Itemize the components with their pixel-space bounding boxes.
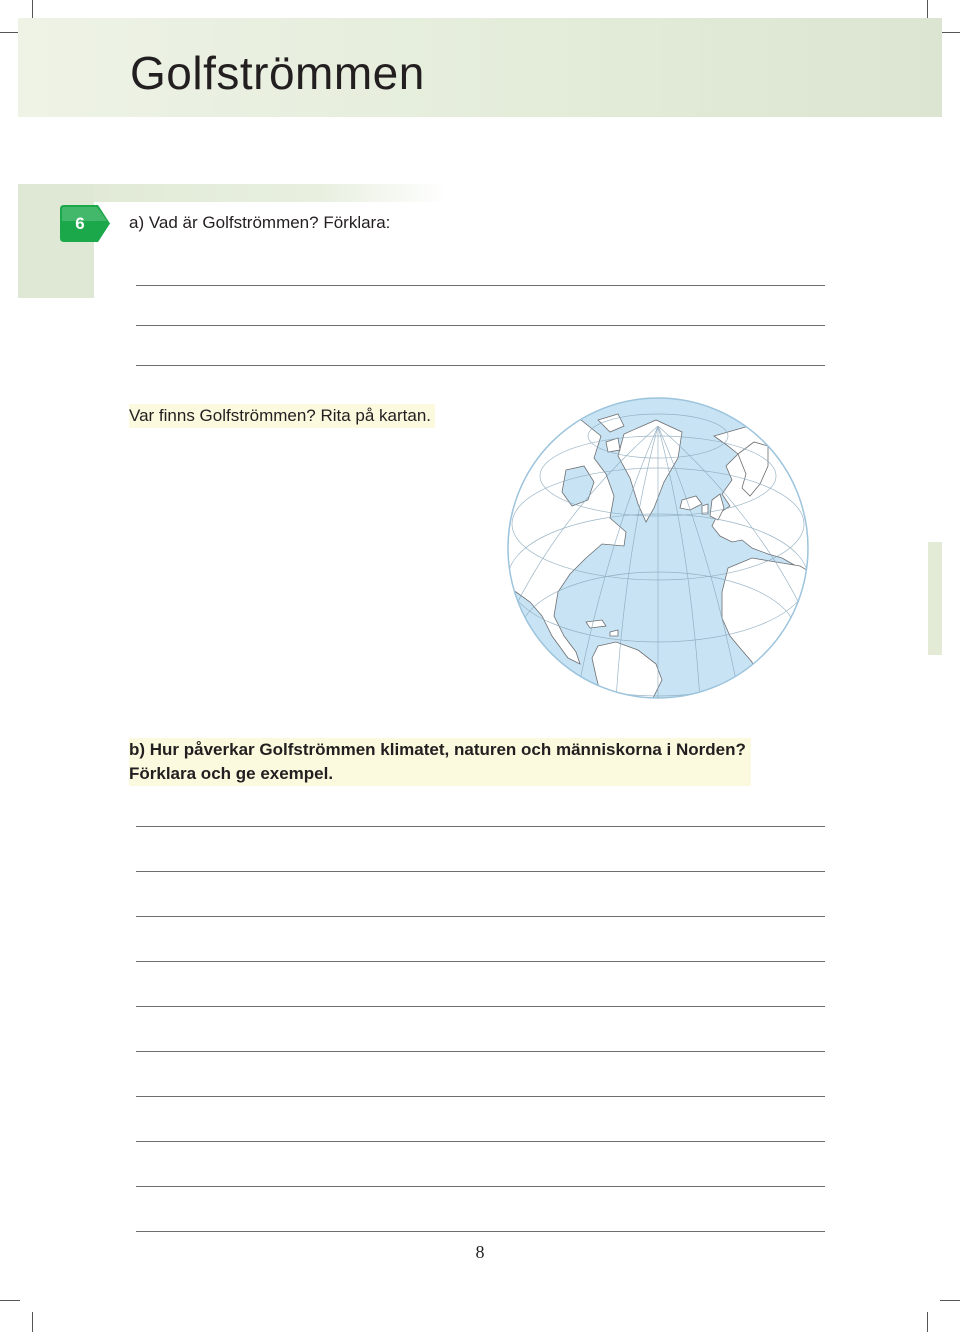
answer-line[interactable] xyxy=(136,1231,825,1232)
globe-svg[interactable] xyxy=(506,396,810,700)
question-b-line2: Förklara och ge exempel. xyxy=(129,764,334,783)
map-prompt: Var finns Golfströmmen? Rita på kartan. xyxy=(129,404,435,428)
globe-map[interactable] xyxy=(506,396,810,700)
crop-mark xyxy=(32,0,33,20)
answer-line[interactable] xyxy=(136,1096,825,1097)
question-b-line1: b) Hur påverkar Golfströmmen klimatet, naturen och människorna i Norden? xyxy=(129,740,746,759)
question-b xyxy=(129,738,751,786)
page-title: Golfströmmen xyxy=(130,47,425,99)
answer-line[interactable] xyxy=(136,871,825,872)
crop-mark xyxy=(927,1312,928,1332)
question-a: a) Vad är Golfströmmen? Förklara: xyxy=(129,213,391,232)
crop-mark xyxy=(0,1300,20,1301)
page-number: 8 xyxy=(475,1242,485,1262)
crop-mark xyxy=(940,32,960,33)
task-number: 6 xyxy=(75,214,85,233)
answer-line[interactable] xyxy=(136,1051,825,1052)
answer-line[interactable] xyxy=(136,365,825,366)
crop-mark xyxy=(32,1312,33,1332)
crop-mark xyxy=(940,1300,960,1301)
answer-line[interactable] xyxy=(136,1006,825,1007)
answer-line[interactable] xyxy=(136,961,825,962)
answer-line[interactable] xyxy=(136,325,825,326)
crop-mark xyxy=(0,32,20,33)
land-africa xyxy=(722,558,810,700)
crop-mark xyxy=(927,0,928,20)
answer-line[interactable] xyxy=(136,916,825,917)
answer-line[interactable] xyxy=(136,1141,825,1142)
answer-line[interactable] xyxy=(136,1186,825,1187)
answer-line[interactable] xyxy=(136,826,825,827)
side-tab xyxy=(928,542,942,655)
answer-line[interactable] xyxy=(136,285,825,286)
